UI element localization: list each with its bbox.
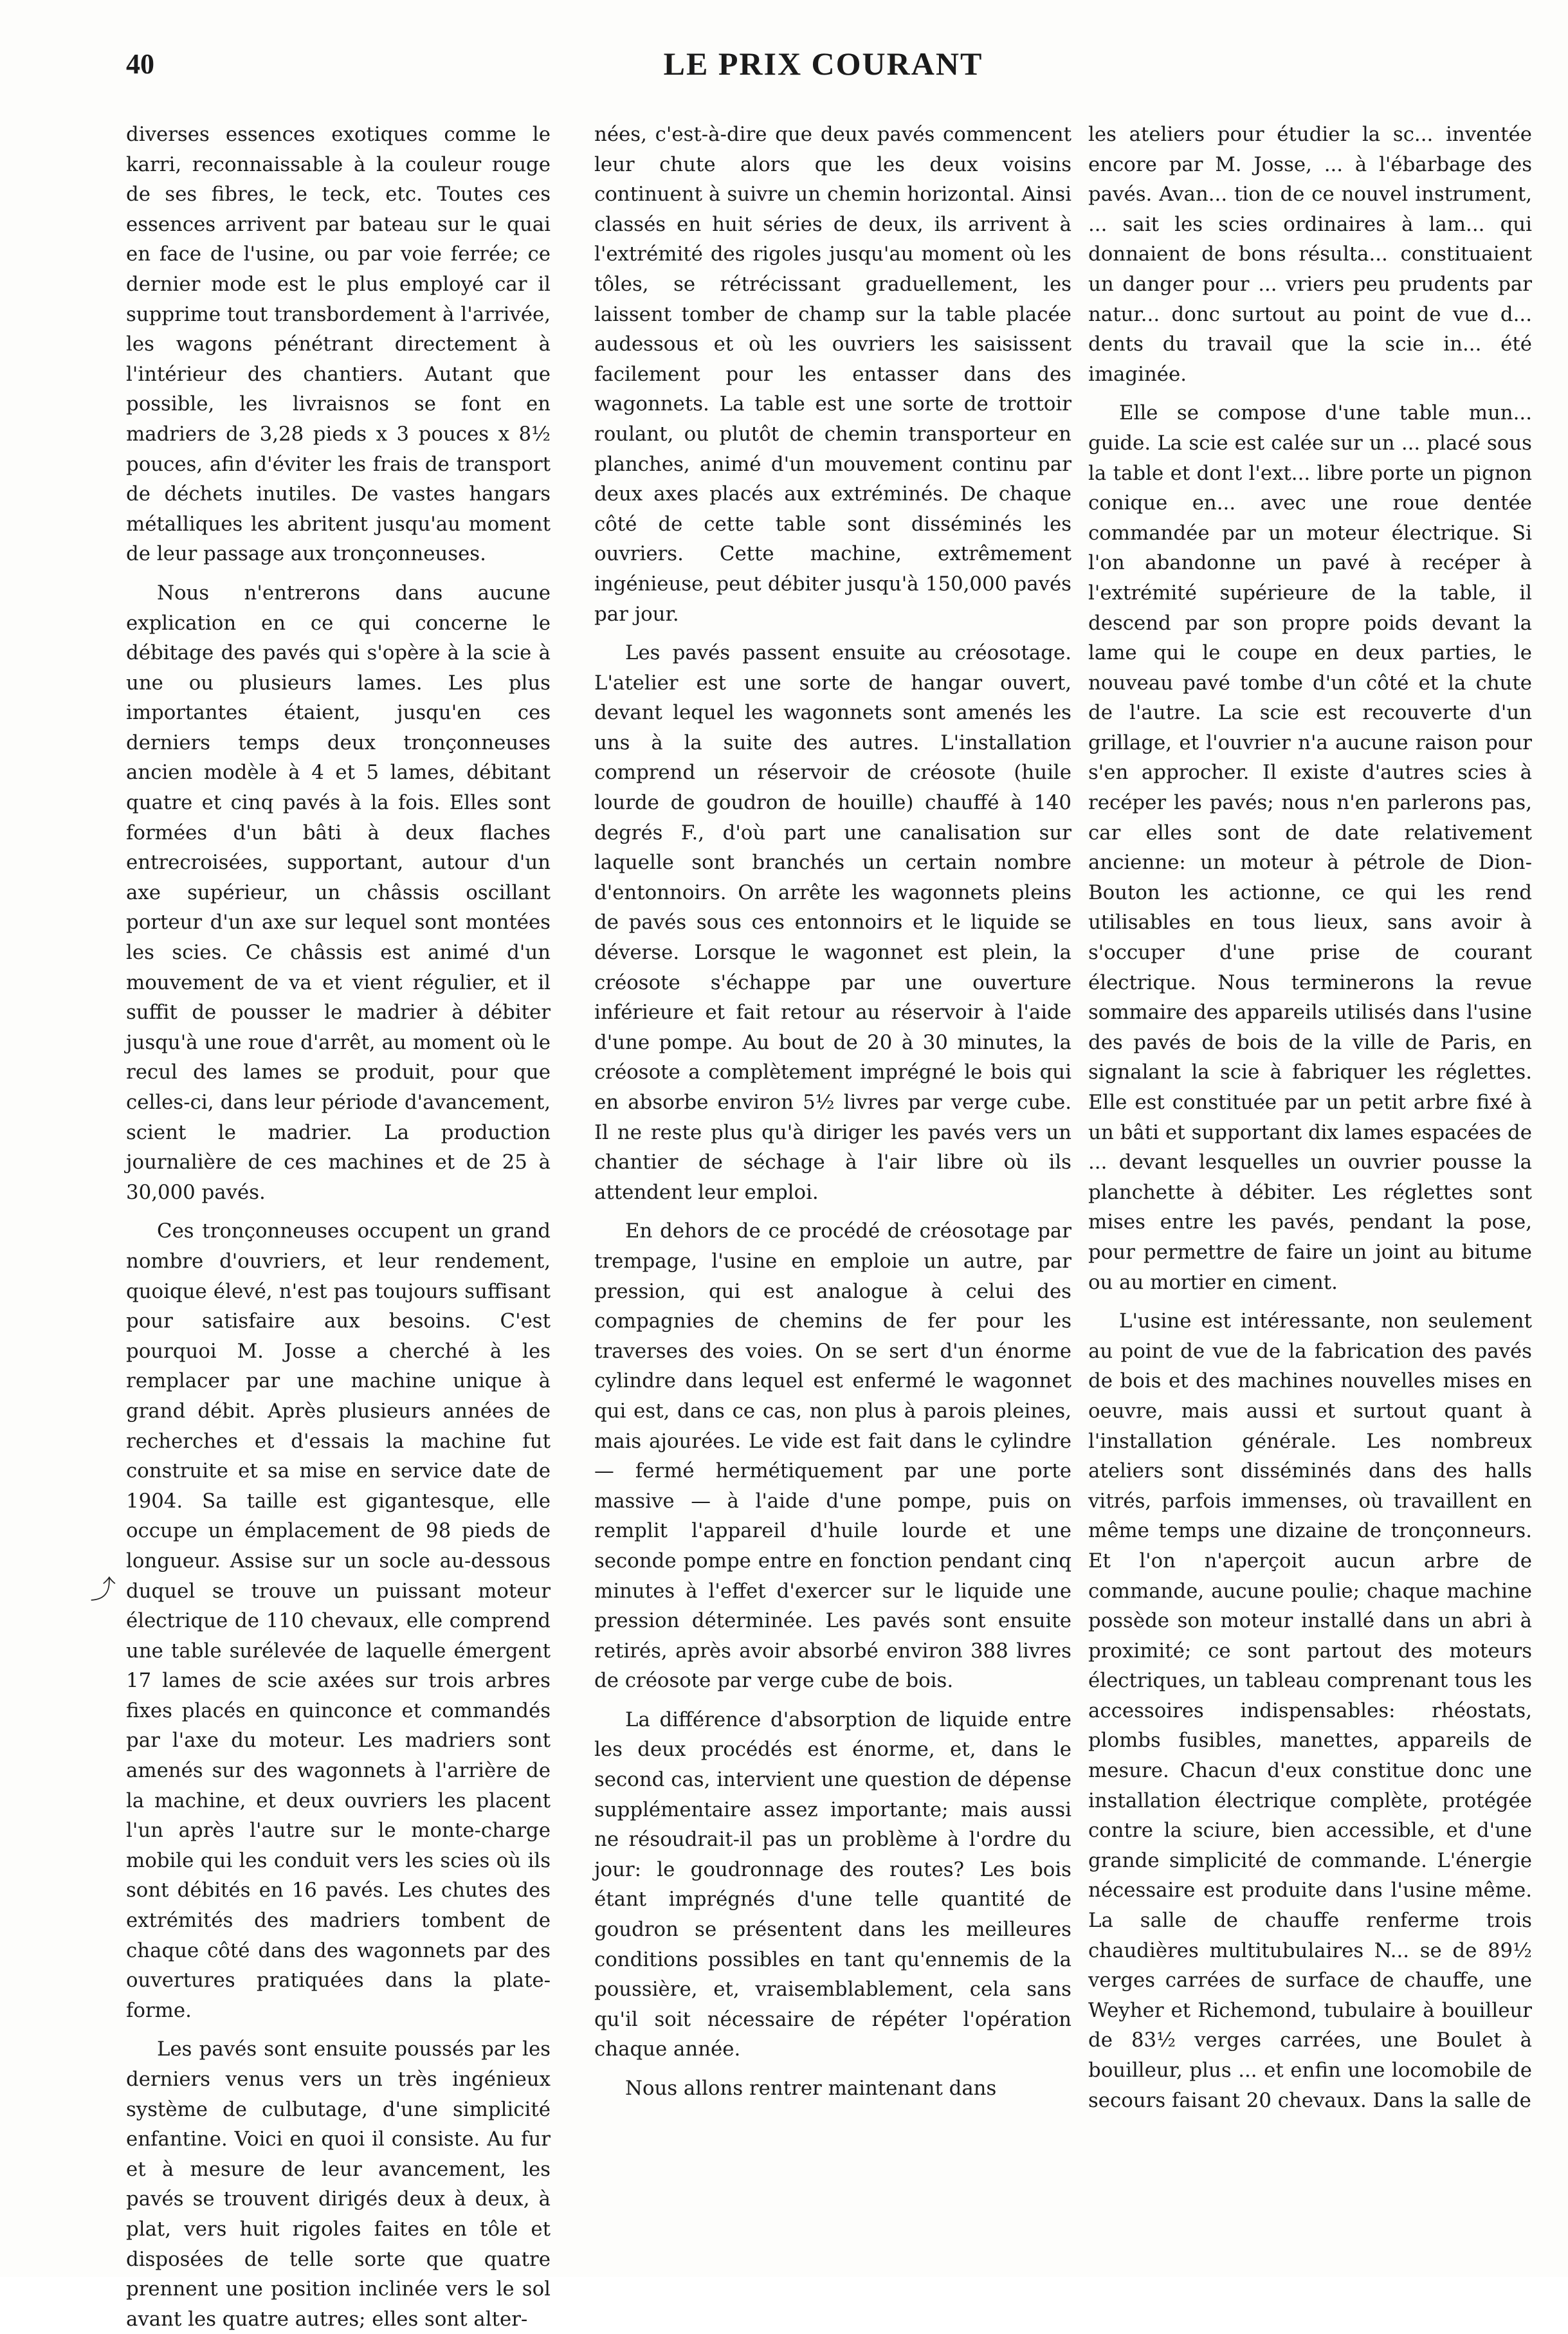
ink-check-mark-icon: ⤴ (90, 1575, 116, 1605)
paragraph: Les pavés passent ensuite au créosotage. L'atelier est une sorte de hangar ouvert, devant lequel les wagonnets sont amenés les uns à la suite des autres. L'installation comprend un réservoir de créosote (huile lourde de goudron de houille) chauffé à 140 degrés F., d'où part une canalisation sur laquelle sont branchés un certain nombre d'entonnoirs. On arrête les wagonnets pleins de pavés sous ces entonnoirs et le liquide se déverse. Lorsque le wagonnet est plein, la créosote s'échappe par une ouverture inférieure et fait retour au réservoir à l'aide d'une pompe. Au bout de 20 à 30 minutes, la créosote a complètement imprégné le bois qui en absorbe environ 5½ livres par verge cube. Il ne reste plus qu'à diriger les pavés vers un chantier de séchage à l'air libre où ils attendent leur emploi. (594, 641, 1071, 1204)
paragraph: Nous n'entrerons dans aucune explication en ce qui concerne le débitage des pavés qui s'opère à la scie à une ou plusieurs lames. Les plus importantes étaient, jusqu'en ces derniers temps deux tronçonneuses ancien modèle à 4 et 5 lames, débitant quatre et cinq pavés à la fois. Elles sont formées d'un bâti à deux flaches entrecroisées, supportant, autour d'un axe supérieur, un châssis oscillant porteur d'un axe sur lequel sont montées les scies. Ce châssis est animé d'un mouvement de va et vient régulier, et il suffit de pousser le madrier à débiter jusqu'à une roue d'arrêt, au moment où le recul des lames se produit, pour que celles-ci, dans leur période d'avancement, scient le madrier. La production journalière de ces machines et de 25 à 30,000 pavés. (126, 581, 551, 1204)
paragraph: nées, c'est-à-dire que deux pavés commencent leur chute alors que les deux voisins continuent à suivre un chemin horizontal. Ainsi classés en huit séries de deux, ils arrivent à l'extrémité des rigoles jusqu'au moment où les tôles, se rétrécissant graduellement, les laissent tomber de champ sur la table placée audessous et où les ouvriers les saisissent facilement pour les entasser dans des wagonnets. La table est une sorte de trottoir roulant, ou plutôt de chemin transporteur en planches, animé d'un mouvement continu par deux axes placés aux extréminés. De chaque côté de cette table sont disséminés les ouvriers. Cette machine, extrêmement ingénieuse, peut débiter jusqu'à 150,000 pavés par jour. (594, 123, 1071, 626)
paragraph: Ces tronçonneuses occupent un grand nombre d'ouvriers, et leur rendement, quoique élevé, n'est pas toujours suffisant pour satisfaire aux besoins. C'est pourquoi M. Josse a cherché à les remplacer par une machine unique à grand débit. Après plusieurs années de recherches et d'essais la machine fut construite et sa mise en service date de 1904. Sa taille est gigantesque, elle occupe un émplacement de 98 pieds de longueur. Assise sur un socle au-dessous duquel se trouve un puissant moteur électrique de 110 chevaux, elle comprend une table surélevée de laquelle émergent 17 lames de scie axées sur trois arbres fixes placés en quinconce et commandés par l'axe du moteur. Les madriers sont amenés sur des wagonnets à l'arrière de la machine, et deux ouvriers les placent l'un après l'autre sur le monte-charge mobile qui les conduit vers les scies où ils sont débités en 16 pavés. Les chutes des extrémités des madriers tombent de chaque côté dans des wagonnets par des ouvertures pratiquées dans la plate-forme. (126, 1219, 551, 2022)
paragraph: Nous allons rentrer maintenant dans (625, 2077, 997, 2100)
text-column-3 (1088, 120, 1532, 2261)
paragraph: Les pavés sont ensuite poussés par les derniers venus vers un très ingénieux système de culbutage, d'une simplicité enfantine. Voici en quoi il consiste. Au fur et à mesure de leur avancement, les pavés se trouvent dirigés deux à deux, à plat, vers huit rigoles faites en tôle et disposées de telle sorte que quatre prennent une position inclinée vers le sol avant les quatre autres; elles sont alter- (126, 2038, 551, 2331)
paragraph: Elle se compose d'une table mun... guide. La scie est calée sur un ... placé sous la table et dont l'ext... libre porte un pignon conique en... avec une roue dentée commandée par un moteur électrique. Si l'on abandonne un pavé à recéper à l'extrémité supérieure de la table, il descend par son propre poids devant la lame qui le coupe en deux parties, le nouveau pavé tombe d'un côté et la chute de l'autre. La scie est recouverte d'un grillage, et l'ouvrier n'a aucune raison pour s'en approcher. Il existe d'autres scies à recéper les pavés; nous n'en parlerons pas, car elles sont de date relativement ancienne: un moteur à pétrole de Dion-Bouton les actionne, ce qui les rend utilisables en tous lieux, sans avoir à s'occuper d'une prise de courant électrique. Nous terminerons la revue sommaire des appareils utilisés dans l'usine des pavés de bois de la ville de Paris, en signalant la scie à fabriquer les réglettes. Elle est constituée par un petit arbre fixé à un bâti et supportant dix lames espacées de ... devant lesquelles un ouvrier pousse la planchette à débiter. Les réglettes sont mises entre les pavés, pendant la pose, pour permettre de faire un joint au bitume ou au mortier en ciment. (1088, 401, 1532, 1294)
paragraph: La différence d'absorption de liquide entre les deux procédés est énorme, et, dans le second cas, intervient une question de dépense supplémentaire assez importante; mais aussi ne résoudrait-il pas un problème à l'ordre du jour: le goudronnage des routes? Les bois étant imprégnés d'une telle quantité de goudron se présentent dans les meilleures conditions possibles en tant qu'ennemis de la poussière, et, vraisemblablement, cela sans qu'il soit nécessaire de répéter l'opération chaque année. (594, 1708, 1071, 2061)
paragraph: L'usine est intéressante, non seulement au point de vue de la fabrication des pavés de bois et des machines nouvelles mises en oeuvre, mais aussi et surtout quant à l'installation générale. Les nombreux ateliers sont disséminés dans des halls vitrés, parfois immenses, où travaillent en même temps une dizaine de tronçonneurs. Et l'on n'aperçoit aucun arbre de commande, aucune poulie; chaque machine possède son moteur installé dans un abri à proximité; ce sont partout des moteurs électriques, un tableau comprenant tous les accessoires indispensables: rhéostats, plombs fusibles, manettes, appareils de mesure. Chacun d'eux constitue donc une installation électrique complète, protégée contre la sciure, bien accessible, et d'une grande simplicité de commande. L'énergie nécessaire est produite dans l'usine même. La salle de chauffe renferme trois chaudières multitubulaires N... se de 89½ verges carrées de surface de chauffe, une Weyher et Richemond, tubulaire à bouilleur de 83½ verges carrées, une Boulet à bouilleur, plus ... et enfin une locomobile de secours faisant 20 chevaux. Dans la salle de (1088, 1309, 1532, 2112)
page-number: 40 (126, 48, 154, 80)
paragraph: En dehors de ce procédé de créosotage par trempage, l'usine en emploie un autre, par pression, qui est analogue à celui des compagnies de chemins de fer pour les traverses des voies. On se sert d'un énorme cylindre dans lequel est enfermé le wagonnet qui est, dans ce cas, non plus à parois pleines, mais ajourées. Le vide est fait dans le cylindre — fermé hermétiquement par une porte massive — à l'aide d'une pompe, puis on remplit l'appareil d'huile lourde et une seconde pompe entre en fonction pendant cinq minutes à l'effet d'exercer sur le liquide une pression déterminée. Les pavés sont ensuite retirés, après avoir absorbé environ 388 livres de créosote par verge cube de bois. (594, 1219, 1071, 1693)
running-head: LE PRIX COURANT (663, 46, 983, 82)
paragraph: les ateliers pour étudier la sc... inventée encore par M. Josse, ... à l'ébarbage des pavés. Avan... tion de ce nouvel instrument, ... sait les scies ordinaires à lam... qui donnaient de bons résulta... constituaient un danger pour ... vriers peu prudents par natur... donc surtout au point de vue d... dents du travail que la scie in... été imaginée. (1088, 123, 1532, 386)
text-column-1 (126, 120, 551, 2331)
paragraph: diverses essences exotiques comme le karri, reconnaissable à la couleur rouge de ses fibres, le teck, etc. Toutes ces essences arrivent par bateau sur le quai en face de l'usine, ou par voie ferrée; ce dernier mode est le plus employé car il supprime tout transbordement à l'arrivée, les wagons pénétrant directement à l'intérieur des chantiers. Autant que possible, les livraisnos se font en madriers de 3,28 pieds x 3 pouces x 8½ pouces, afin d'éviter les frais de transport de déchets inutiles. De vastes hangars métalliques les abritent jusqu'au moment de leur passage aux tronçonneuses. (126, 123, 551, 566)
text-column-2 (594, 120, 1071, 2261)
